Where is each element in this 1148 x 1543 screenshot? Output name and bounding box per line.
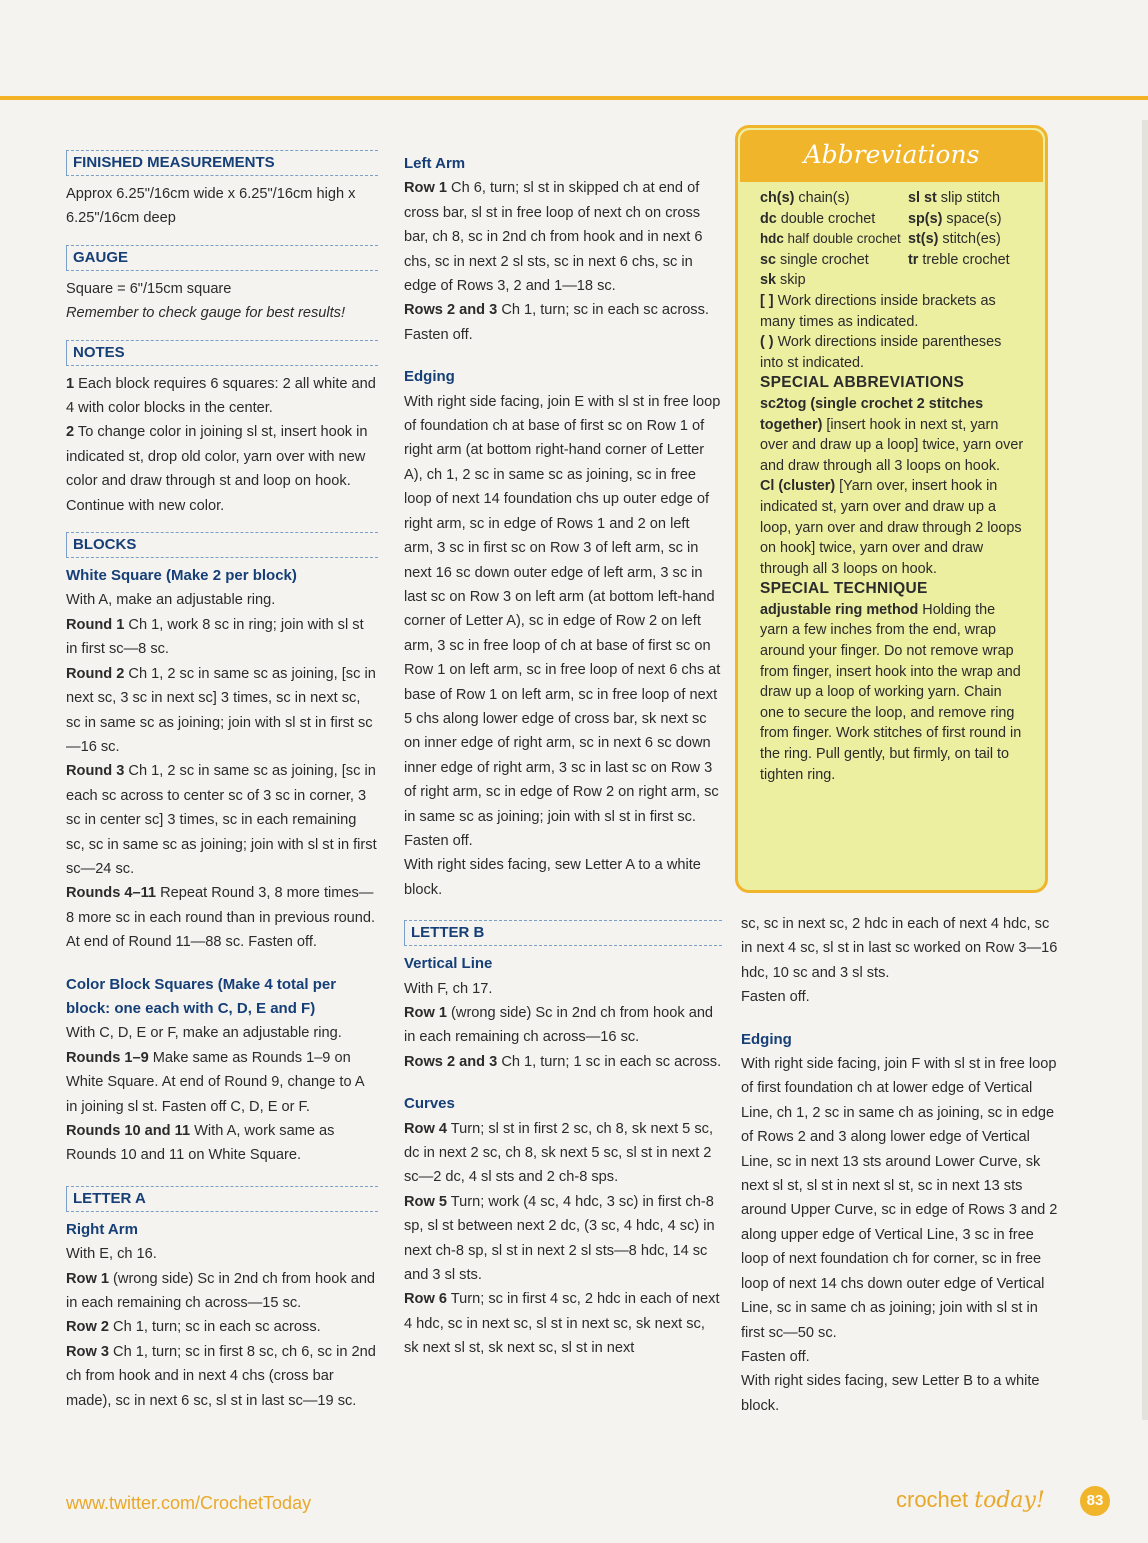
abbr-brackets xyxy=(760,291,1025,332)
abbr-meaning: treble crochet xyxy=(918,251,1010,268)
sc2tog-label: sc2tog (single crochet 2 stitches together) xyxy=(760,395,984,433)
curves-row-5 xyxy=(404,1190,722,1288)
abbr-code: hdc xyxy=(760,231,784,247)
abbr-meaning: single crochet xyxy=(776,251,869,268)
abbr-item xyxy=(760,270,908,291)
white-round-4-11-label: Rounds 4–11 xyxy=(66,885,157,902)
sc2tog-entry xyxy=(760,394,1025,476)
section-letter-a: LETTER A xyxy=(66,1186,378,1212)
left-arm-rows-2-3 xyxy=(404,298,722,347)
adjustable-ring-label: adjustable ring method xyxy=(760,601,919,618)
section-gauge: GAUGE xyxy=(66,245,378,271)
note-1 xyxy=(66,372,378,421)
abbr-item xyxy=(908,229,1025,250)
page-number: 83 xyxy=(1080,1486,1110,1516)
abbr-code: tr xyxy=(908,251,919,268)
abbreviations-grid xyxy=(760,188,1025,291)
curves-row-4 xyxy=(404,1117,722,1190)
right-arm-row-1-text: (wrong side) Sc in 2nd ch from hook and in each remaining ch across—15 sc. xyxy=(66,1270,376,1312)
curves-fasten-off: Fasten off. xyxy=(741,989,810,1006)
brand-word-today: today! xyxy=(974,1488,1045,1513)
abbr-code: sl st xyxy=(908,190,937,206)
abbr-brackets-code: [ ] xyxy=(760,292,774,309)
abbr-code: st(s) xyxy=(908,231,939,248)
letter-a-edging-title: Edging xyxy=(404,368,455,386)
vertical-line-rows-2-3-text: Ch 1, turn; 1 sc in each sc across. xyxy=(497,1053,722,1070)
abbr-code: sc xyxy=(760,251,777,268)
cluster-text: [Yarn over, insert hook in indicated st, yarn over and draw up a loop, yarn over and draw through 2 loops on hook] twice, yarn over and draw through all 3 loops on hook. xyxy=(760,478,1022,577)
section-blocks: BLOCKS xyxy=(66,532,378,558)
abbr-meaning: slip stitch xyxy=(936,190,1000,206)
white-round-2-label: Round 2 xyxy=(66,665,125,682)
letter-b-edging-text: With right side facing, join F with sl st in free loop of first foundation ch at lower edge of Vertical Line, ch 1, 2 sc in same ch as joining, sc in edge of Rows 2 and 3 along lower edge of Vertical Line, sc in next 13 sts around Lower Curve, sk next sl st, sl st in next sl st, sc in next 13 sts around Upper Curve, sc in edge of Rows 3 and 2 along upper edge of Vertical Line, 3 sc in free loop of next foundation ch for corner, sc in free loop of next 14 chs down outer edge of Vertical Line, sc in same ch as joining; join with sl st in first sc—50 sc. xyxy=(741,1056,1058,1341)
abbr-item xyxy=(908,250,1025,271)
white-round-2 xyxy=(66,662,378,760)
letter-b-edging-title: Edging xyxy=(741,1030,792,1048)
color-block-intro: With C, D, E or F, make an adjustable ring. xyxy=(66,1025,342,1042)
note-2 xyxy=(66,420,378,518)
abbr-item xyxy=(908,188,1025,209)
header-rule xyxy=(0,96,1148,100)
abbr-item xyxy=(760,229,908,250)
color-rounds-1-9 xyxy=(66,1046,378,1119)
curves-row-5-label: Row 5 xyxy=(404,1193,447,1210)
special-abbreviations-title: SPECIAL ABBREVIATIONS xyxy=(760,374,965,392)
right-arm-row-2 xyxy=(66,1315,378,1339)
adjustable-ring-entry xyxy=(760,600,1025,785)
abbr-item xyxy=(760,188,908,209)
abbr-code: sk xyxy=(760,272,777,289)
abbr-meaning: skip xyxy=(776,272,806,289)
vertical-line-intro: With F, ch 17. xyxy=(404,980,493,997)
right-arm-row-1-label: Row 1 xyxy=(66,1270,109,1287)
note-1-text: Each block requires 6 squares: 2 all white and 4 with color blocks in the center. xyxy=(66,375,376,417)
brand-logo xyxy=(896,1487,1045,1513)
abbr-code: dc xyxy=(760,210,777,227)
abbr-parens xyxy=(760,332,1025,373)
white-round-4-11-text: Repeat Round 3, 8 more times—8 more sc in each round than in previous round. At end of Round 11—88 sc. Fasten off. xyxy=(66,885,376,951)
column-3 xyxy=(741,912,1061,1418)
curves-row-6-label: Row 6 xyxy=(404,1291,447,1308)
abbr-code: ch(s) xyxy=(760,190,795,206)
curves-row-4-label: Row 4 xyxy=(404,1120,447,1137)
left-arm-row-1 xyxy=(404,176,722,298)
abbr-brackets-text: Work directions inside brackets as many times as indicated. xyxy=(760,292,996,330)
white-round-1-label: Round 1 xyxy=(66,616,125,633)
white-round-3 xyxy=(66,759,378,881)
letter-a-edging-text: With right side facing, join E with sl st in free loop of foundation ch at base of first sc on Row 1 of right arm (at bottom right-hand corner of Letter A), ch 1, 2 sc in same sc as joining, sc in free loop of next 14 foundation chs up outer edge of right arm, sc in edge of Rows 1 and 2 on left arm, 3 sc in first sc on Row 3 of left arm, sc in next 16 sc down outer edge of left arm, 3 sc in last sc on Row 3 on left arm (at bottom left-hand corner of Letter A), sc in edge of Row 2 on left arm, 3 sc in free loop of ch at base of first sc on Row 1 on left arm, sc in free loop of next 6 chs at base of Row 1 on left arm, sc in free loop of next 5 chs along lower edge of cross bar, sk next sc on inner edge of right arm, sc in next 6 sc down inner edge of right arm, 3 sc in last sc on Row 3 of right arm, sc in edge of Row 2 on right arm, sc in same sc as joining; join with sl st in first sc. Fasten off. xyxy=(404,393,721,849)
right-arm-row-2-label: Row 2 xyxy=(66,1319,109,1336)
gauge-note: Remember to check gauge for best results! xyxy=(66,305,346,322)
white-square-intro: With A, make an adjustable ring. xyxy=(66,592,276,609)
abbreviations-body xyxy=(738,182,1045,785)
right-arm-row-3-text: Ch 1, turn; sc in first 8 sc, ch 6, sc in 2nd ch from hook and in next 4 chs (cross bar made), sc in next 6 sc, sl st in last sc—19 sc. xyxy=(66,1343,376,1409)
section-notes: NOTES xyxy=(66,340,378,366)
letter-b-fasten-off: Fasten off. xyxy=(741,1348,810,1365)
curves-row-6-text: Turn; sc in first 4 sc, 2 hdc in each of next 4 hdc, sc in next sc, sl st in next sc, sk next sc, sk next sl st, sk next sc, sl st in next xyxy=(404,1291,720,1357)
abbr-meaning: half double crochet xyxy=(783,231,901,247)
abbr-meaning: chain(s) xyxy=(794,190,850,206)
curves-row-6-continued: sc, sc in next sc, 2 hdc in each of next 4 hdc, sc in next 4 sc, sl st in last sc worked on Row 3—16 hdc, 10 sc and 3 sl sts. xyxy=(741,916,1058,981)
letter-b-sew-text: With right sides facing, sew Letter B to a white block. xyxy=(741,1373,1040,1414)
gauge-text: Square = 6"/15cm square xyxy=(66,280,232,297)
white-round-3-text: Ch 1, 2 sc in same sc as joining, [sc in each sc across to center sc of 3 sc in corner, 3 sc in center sc] 3 times, sc in each remaining sc, sc in same sc as joining; join with sl st in first sc—24 sc. xyxy=(66,763,377,877)
note-1-number: 1 xyxy=(66,375,75,392)
adjustable-ring-text: Holding the yarn a few inches from the end, wrap around your finger. Do not remove wrap from finger, insert hook into the wrap and draw up a loop of working yarn. Chain one to secure the loop, and remove ring from finger. Work stitches of first round in the ring. Pull gently, but firmly, on tail to tighten ring. xyxy=(760,601,1022,783)
curves-row-6 xyxy=(404,1287,722,1360)
vertical-line-row-1-text: (wrong side) Sc in 2nd ch from hook and in each remaining ch across—16 sc. xyxy=(404,1005,714,1046)
color-block-title: Color Block Squares (Make 4 total per block: one each with C, D, E and F) xyxy=(66,975,337,1017)
special-technique-title: SPECIAL TECHNIQUE xyxy=(760,580,928,598)
color-rounds-1-9-label: Rounds 1–9 xyxy=(66,1049,149,1066)
abbr-item xyxy=(760,209,908,230)
right-arm-intro: With E, ch 16. xyxy=(66,1246,157,1263)
abbr-code: sp(s) xyxy=(908,210,943,227)
left-arm-row-1-label: Row 1 xyxy=(404,180,447,197)
column-1 xyxy=(66,150,378,1413)
cluster-label: Cl (cluster) xyxy=(760,478,836,495)
page-edge-shadow xyxy=(1142,120,1148,1420)
white-round-2-text: Ch 1, 2 sc in same sc as joining, [sc in next sc, 3 sc in next sc] 3 times, sc in next sc, sc in same sc as joining; join with sl st in first sc—16 sc. xyxy=(66,665,376,755)
abbr-meaning: space(s) xyxy=(942,210,1002,227)
vertical-line-row-1-label: Row 1 xyxy=(404,1005,447,1021)
section-letter-b: LETTER B xyxy=(404,920,722,946)
abbr-item xyxy=(908,209,1025,230)
right-arm-title: Right Arm xyxy=(66,1220,138,1238)
right-arm-row-3 xyxy=(66,1340,378,1413)
white-round-3-label: Round 3 xyxy=(66,763,125,780)
section-finished-measurements: FINISHED MEASUREMENTS xyxy=(66,150,378,176)
abbr-item xyxy=(760,250,908,271)
brand-word-crochet: crochet xyxy=(896,1487,975,1512)
cluster-entry xyxy=(760,476,1025,579)
right-arm-row-3-label: Row 3 xyxy=(66,1343,109,1360)
right-arm-row-1 xyxy=(66,1267,378,1316)
left-arm-title: Left Arm xyxy=(404,155,466,172)
abbreviations-box xyxy=(735,125,1048,893)
curves-row-5-text: Turn; work (4 sc, 4 hdc, 3 sc) in first ch-8 sp, sl st between next 2 dc, (3 sc, 4 hdc, 4 sc) in next ch-8 sp, sl st in next 2 sl sts—8 hdc, 14 sc and 3 sl sts. xyxy=(404,1193,715,1284)
note-2-number: 2 xyxy=(66,424,75,441)
vertical-line-row-1 xyxy=(404,1001,722,1050)
curves-title: Curves xyxy=(404,1095,455,1113)
abbr-meaning: stitch(es) xyxy=(938,231,1001,248)
curves-row-4-text: Turn; sl st in first 2 sc, ch 8, sk next 5 sc, dc in next 2 sc, ch 8, sk next 5 sc, sl st in next 2 sc—2 dc, 4 sl sts and 2 ch-8 sps. xyxy=(404,1120,713,1186)
left-arm-rows-2-3-text: Ch 1, turn; sc in each sc across. Fasten off. xyxy=(404,302,709,343)
left-arm-row-1-text: Ch 6, turn; sl st in skipped ch at end of cross bar, sl st in free loop of next ch on cross bar, ch 8, sc in 2nd ch from hook and in next 6 chs, sc in next 2 sl sts, sc in next 6 chs, sc in edge of Rows 3, 2 and 1—18 sc. xyxy=(404,180,703,295)
white-round-4-11 xyxy=(66,881,378,954)
sc2tog-text: [insert hook in next st, yarn over and draw up a loop] twice, yarn over and draw through all 3 loops on hook. xyxy=(760,416,1024,474)
right-arm-row-2-text: Ch 1, turn; sc in each sc across. xyxy=(108,1319,321,1336)
abbr-meaning: double crochet xyxy=(776,210,876,227)
abbreviations-title: Abbreviations xyxy=(740,130,1043,182)
twitter-link[interactable]: www.twitter.com/CrochetToday xyxy=(66,1493,312,1513)
vertical-line-title: Vertical Line xyxy=(404,955,493,973)
color-rounds-1-9-text: Make same as Rounds 1–9 on White Square. At end of Round 9, change to A in joining sl st. Fasten off C, D, E or F. xyxy=(66,1049,364,1115)
column-2 xyxy=(404,152,722,1361)
letter-a-sew-text: With right sides facing, sew Letter A to a white block. xyxy=(404,857,701,898)
color-rounds-10-11 xyxy=(66,1119,378,1168)
left-arm-rows-2-3-label: Rows 2 and 3 xyxy=(404,302,498,319)
finished-measurements-text: Approx 6.25"/16cm wide x 6.25"/16cm high x 6.25"/16cm deep xyxy=(66,186,356,227)
abbr-parens-text: Work directions inside parentheses into st indicated. xyxy=(760,334,1002,371)
abbr-parens-code: ( ) xyxy=(760,334,774,351)
vertical-line-rows-2-3-label: Rows 2 and 3 xyxy=(404,1053,498,1070)
white-round-1-text: Ch 1, work 8 sc in ring; join with sl st in first sc—8 sc. xyxy=(66,616,364,658)
vertical-line-rows-2-3 xyxy=(404,1050,722,1074)
white-round-1 xyxy=(66,613,378,662)
note-2-text: To change color in joining sl st, insert hook in indicated st, drop old color, yarn over with new color and draw through st and loop on hook. Continue with new color. xyxy=(66,424,368,514)
color-rounds-10-11-text: With A, work same as Rounds 10 and 11 on White Square. xyxy=(66,1123,335,1164)
white-square-title: White Square (Make 2 per block) xyxy=(66,567,297,585)
color-rounds-10-11-label: Rounds 10 and 11 xyxy=(66,1123,191,1139)
